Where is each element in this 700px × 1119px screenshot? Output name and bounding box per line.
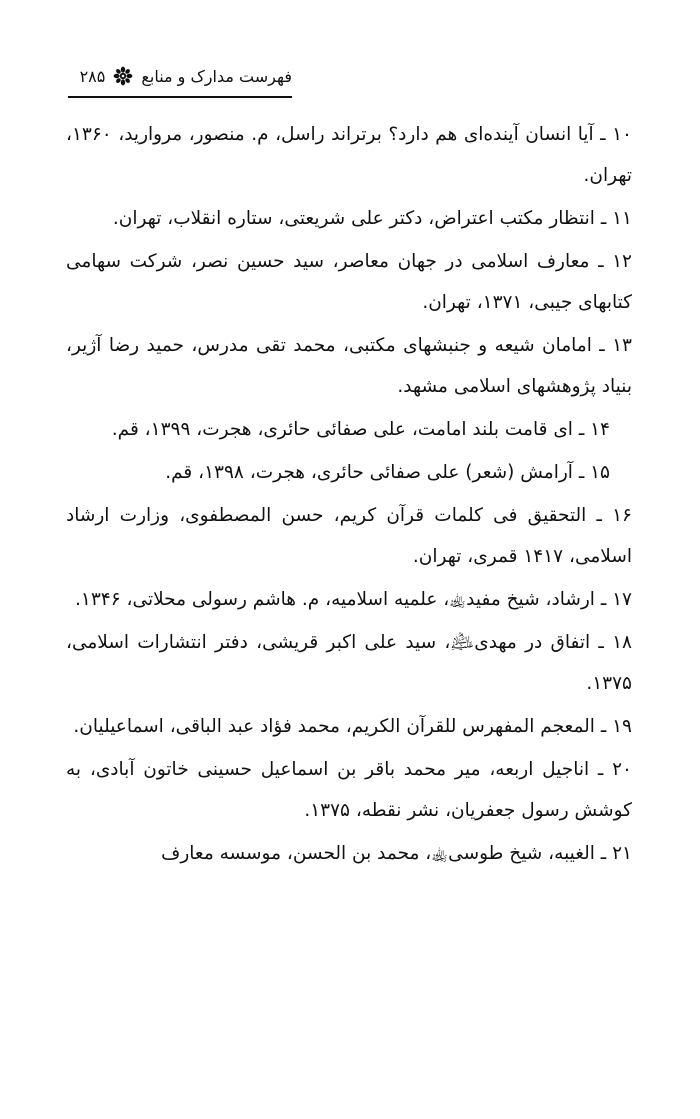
bibliography-entry: ۱۰ ـ آیا انسان آینده‌ای هم دارد؟ برتراند راسل، م. منصور، مروارید، ۱۳۶۰، تهران. bbox=[66, 124, 632, 186]
bibliography-entry: ۱۸ ـ اتفاق در مهدی﵇، سید علی اکبر قریشی، دفتر انتشارات اسلامی، ۱۳۷۵. bbox=[66, 632, 632, 694]
header-title: فهرست مدارک و منابع bbox=[141, 66, 292, 86]
bibliography-entry: ۲۰ ـ اناجیل اربعه، میر محمد باقر بن اسماعیل حسینی خاتون آبادی، به کوشش رسول جعفریان، نشر نقطه، ۱۳۷۵. bbox=[66, 759, 632, 821]
bibliography-entry: ۱۱ ـ انتظار مکتب اعتراض، دکتر علی شریعتی، ستاره انقلاب، تهران. bbox=[112, 208, 632, 229]
bibliography-entry: ۱۴ ـ ای قامت بلند امامت، علی صفائی حائری، هجرت، ۱۳۹۹، قم. bbox=[111, 419, 610, 440]
bibliography-entry: ۱۹ ـ المعجم المفهرس للقرآن الکریم، محمد فؤاد عبد الباقی، اسماعیلیان. bbox=[73, 716, 632, 737]
bibliography-entry: ۱۵ ـ آرامش (شعر) علی صفائی حائری، هجرت، ۱۳۹۸، قم. bbox=[165, 462, 610, 483]
page-number: ۲۸۵ bbox=[79, 66, 106, 86]
bibliography-entry: ۱۷ ـ ارشاد، شیخ مفید﵀، علمیه اسلامیه، م. هاشم رسولی محلاتی، ۱۳۴۶. bbox=[75, 589, 632, 610]
flower-ornament-icon bbox=[113, 66, 133, 86]
running-header bbox=[68, 58, 292, 94]
bibliography-entry: ۱۶ ـ التحقیق فی کلمات قرآن کریم، حسن المصطفوی، وزارت ارشاد اسلامی، ۱۴۱۷ قمری، تهران. bbox=[66, 505, 632, 567]
bibliography-entry: ۱۳ ـ امامان شیعه و جنبشهای مکتبی، محمد تقی مدرس، حمید رضا آژیر، بنیاد پژوهشهای اسلامی مشهد. bbox=[66, 335, 632, 397]
header-divider bbox=[68, 96, 292, 98]
bibliography-entry: ۱۲ ـ معارف اسلامی در جهان معاصر، سید حسین نصر، شرکت سهامی کتابهای جیبی، ۱۳۷۱، تهران. bbox=[66, 251, 632, 313]
bibliography-list bbox=[66, 114, 632, 876]
bibliography-entry: ۲۱ ـ الغیبه، شیخ طوسی﵀، محمد بن الحسن، موسسه معارف bbox=[161, 843, 632, 864]
